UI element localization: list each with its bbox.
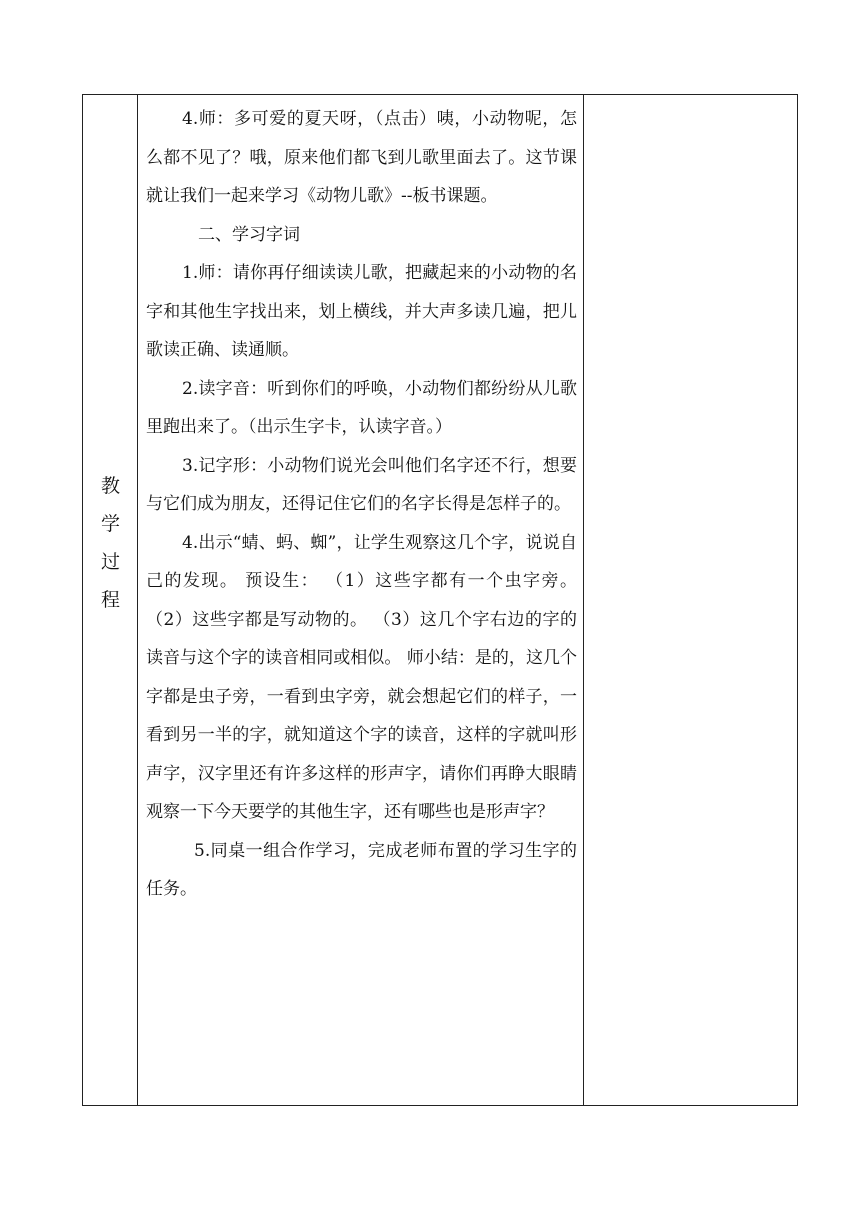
section-heading: 二、学习字词	[198, 224, 300, 245]
stage-label-char: 教	[100, 475, 120, 497]
notes-cell	[583, 95, 797, 1105]
paragraph: 5.同桌一组合作学习，完成老师布置的学习生字的任务。	[146, 840, 577, 899]
paragraph: 1.师：请你再仔细读读儿歌，把藏起来的小动物的名字和其他生字找出来，划上横线，并大声多读几遍，把儿歌读正确、读通顺。	[146, 263, 577, 360]
paragraph: 2.读字音：听到你们的呼唤，小动物们都纷纷从儿歌里跑出来了。（出示生字卡，认读字音。）	[146, 378, 577, 437]
lesson-table	[82, 94, 798, 1106]
stage-label-char: 学	[100, 513, 120, 535]
stage-label-char: 过	[100, 551, 120, 573]
paragraph: 3.记字形：小动物们说光会叫他们名字还不行，想要与它们成为朋友，还得记住它们的名字长得是怎样子的。	[146, 455, 577, 514]
paragraph: 4.师：多可爱的夏天呀，（点击）咦，小动物呢，怎么都不见了？哦，原来他们都飞到儿歌里面去了。这节课就让我们一起来学习《动物儿歌》--板书课题。	[146, 109, 577, 206]
stage-label-char: 程	[100, 589, 120, 611]
teaching-content-cell	[138, 95, 583, 1105]
stage-label-cell	[83, 95, 138, 1105]
paragraph: 4.出示“蜻、蚂、蜘”，让学生观察这几个字，说说自己的发现。 预设生： （1）这些字都有一个虫字旁。 （2）这些字都是写动物的。 （3）这几个字右边的字的读音与这个字的读音相同或相似。 师小结：是的，这几个字都是虫子旁，一看到虫字旁，就会想起它们的样子，一看到另一半的字，就知道这个字的读音，这样的字就叫形声字，汉字里还有许多这样的形声字，请你们再睁大眼睛观察一下今天要学的其他生字，还有哪些也是形声字？	[146, 532, 577, 822]
stage-label	[83, 467, 138, 619]
